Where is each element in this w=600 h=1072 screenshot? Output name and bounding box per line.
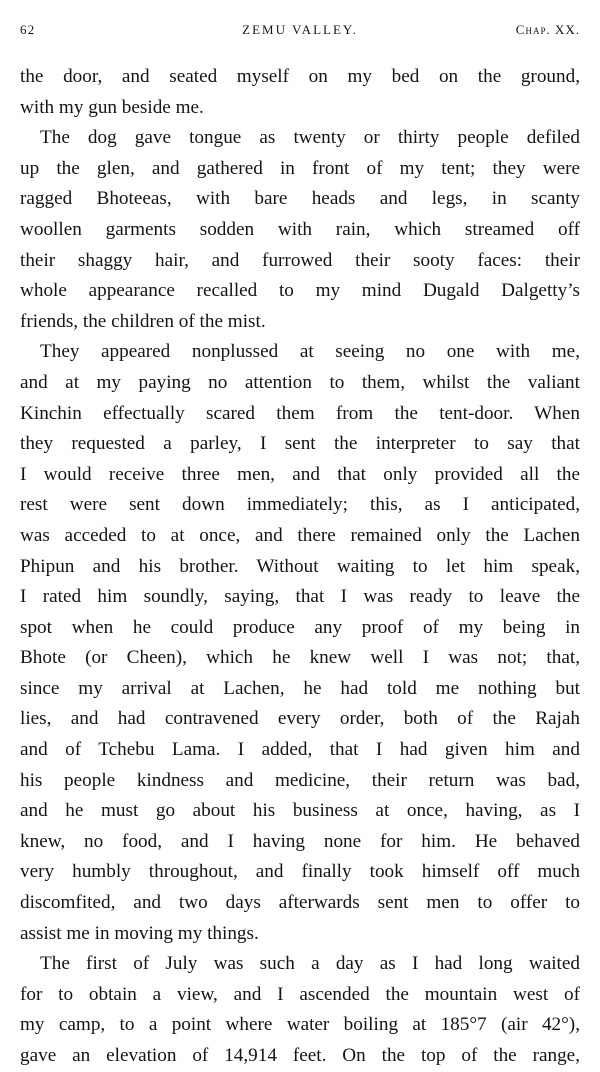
text-line: his people kindness and medicine, their return was bad, — [20, 769, 580, 791]
text-line: Kinchin effectually scared them from the tent-door. When — [20, 402, 580, 424]
text-line: I rated him soundly, saying, that I was ready to leave the — [20, 586, 580, 608]
running-title: ZEMU VALLEY. — [242, 22, 358, 37]
text-line: spot when he could produce any proof of my being in — [20, 616, 580, 638]
text-line: very humbly throughout, and finally took himself off much — [20, 861, 580, 883]
text-line: was acceded to at once, and there remained only the Lachen — [20, 524, 580, 546]
text-line: and of Tchebu Lama. I added, that I had given him and — [20, 739, 580, 761]
text-line: they requested a parley, I sent the interpreter to say that — [20, 433, 580, 455]
text-line: and he must go about his business at once, having, as I — [20, 800, 580, 822]
text-line: lies, and had contravened every order, both of the Rajah — [20, 708, 580, 730]
running-head — [20, 22, 580, 44]
text-line: whole appearance recalled to my mind Dugald Dalgetty’s — [20, 280, 580, 302]
body-text — [20, 62, 580, 1072]
paragraph — [20, 949, 580, 1071]
text-line: up the glen, and gathered in front of my tent; they were — [20, 157, 580, 179]
paragraph — [20, 62, 580, 123]
text-line: their shaggy hair, and furrowed their sooty faces: their — [20, 249, 580, 271]
text-line: since my arrival at Lachen, he had told me nothing but — [20, 677, 580, 699]
text-line: my camp, to a point where water boiling at 185°7 (air 42°), — [20, 1014, 580, 1036]
text-line: assist me in moving my things. — [20, 922, 259, 944]
text-line: The first of July was such a day as I had long waited — [40, 953, 580, 975]
text-line: Bhote (or Cheen), which he knew well I was not; that, — [20, 647, 580, 669]
chapter-label: Chap. XX. — [515, 22, 580, 37]
text-line: I would receive three men, and that only provided all the — [20, 463, 580, 485]
text-line: discomfited, and two days afterwards sent men to offer to — [20, 892, 580, 914]
text-line: for to obtain a view, and I ascended the mountain west of — [20, 983, 580, 1005]
page-number: 62 — [20, 22, 36, 37]
text-line: rest were sent down immediately; this, as I anticipated, — [20, 494, 580, 516]
text-line: The dog gave tongue as twenty or thirty people defiled — [40, 127, 580, 149]
text-line: with my gun beside me. — [20, 96, 204, 118]
text-line: woollen garments sodden with rain, which streamed off — [20, 218, 580, 240]
text-line: the door, and seated myself on my bed on the ground, — [20, 66, 580, 87]
text-line: gave an elevation of 14,914 feet. On the top of the range, — [20, 1045, 580, 1066]
text-line: knew, no food, and I having none for him. He behaved — [20, 830, 580, 852]
text-line: friends, the children of the mist. — [20, 310, 266, 332]
text-line: Phipun and his brother. Without waiting to let him speak, — [20, 555, 580, 577]
text-line: They appeared nonplussed at seeing no one with me, — [40, 341, 580, 363]
paragraph — [20, 123, 580, 337]
paragraph — [20, 337, 580, 949]
text-line: and at my paying no attention to them, whilst the valiant — [20, 371, 580, 393]
text-line: ragged Bhoteeas, with bare heads and legs, in scanty — [20, 188, 580, 210]
